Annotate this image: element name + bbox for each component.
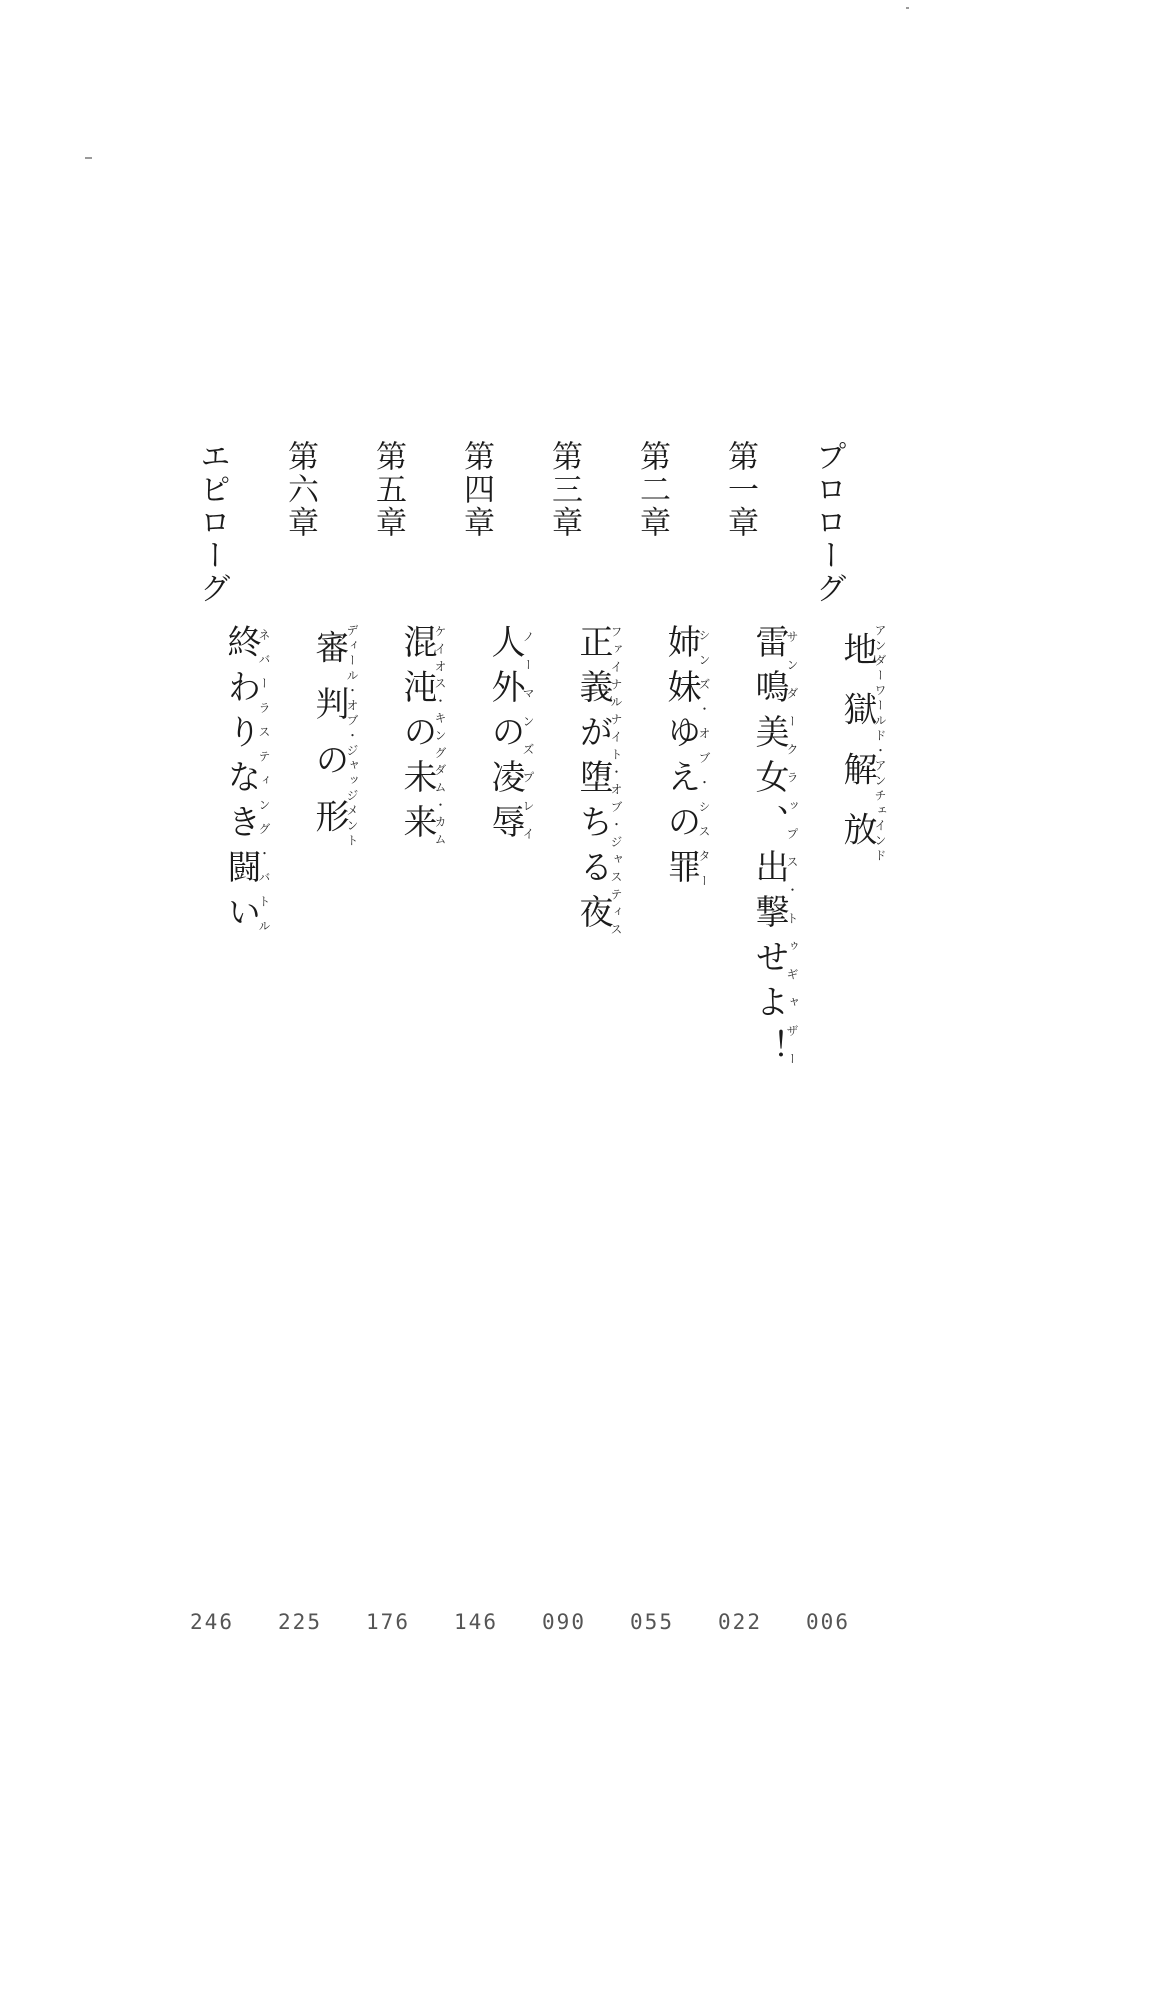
title-text: 姉妹ゆえの罪 [661,624,701,894]
chapter-title [458,624,534,849]
title-ruby: アンダーワールド・アンチェインド [873,624,887,864]
page-number: 022 [718,1610,762,1634]
chapter-label: プロローグ [810,440,846,605]
page-number: 225 [278,1610,322,1634]
title-ruby: サンダークラップス・トゥギャザー [785,624,799,1074]
page-number: 006 [806,1610,850,1634]
title-ruby: ネバーラスティング・バトル [257,624,271,939]
toc-entry-prologue[interactable] [806,440,887,1670]
title-text: 正義が堕ちる夜 [573,624,613,939]
chapter-title [194,624,270,939]
toc-entry-chapter-4[interactable] [454,440,535,1670]
toc-entry-chapter-6[interactable] [278,440,359,1670]
page-number: 246 [190,1610,234,1634]
chapter-title [546,624,622,939]
chapter-label: 第六章 [282,440,318,539]
page-number: 055 [630,1610,674,1634]
page-number: 176 [366,1610,410,1634]
page-number: 090 [542,1610,586,1634]
toc-entry-chapter-1[interactable] [718,440,799,1670]
toc-entry-chapter-3[interactable] [542,440,623,1670]
title-text: 混沌の未来 [397,624,437,849]
chapter-title [634,624,710,894]
chapter-label: 第一章 [722,440,758,539]
title-text: 雷鳴美女、出撃せよ！ [749,624,789,1074]
title-ruby: シンズ・オブ・シスター [697,624,711,894]
chapter-title [722,624,798,1074]
toc-entry-epilogue[interactable] [190,440,271,1670]
title-text: 審判の形 [309,624,349,849]
toc-entry-chapter-2[interactable] [630,440,711,1670]
chapter-label: エピローグ [194,440,230,605]
chapter-label: 第四章 [458,440,494,539]
title-ruby: ディール・オブ・ジャッジメント [345,624,359,849]
chapter-title [810,624,886,864]
chapter-label: 第三章 [546,440,582,539]
title-ruby: ケイオス・キングダム・カム [433,624,447,849]
toc-entry-chapter-5[interactable] [366,440,447,1670]
title-ruby: ファイナルナイト・オブ・ジャスティス [609,624,623,939]
chapter-label: 第二章 [634,440,670,539]
title-text: 終わりなき闘い [221,624,261,939]
chapter-title [370,624,446,849]
chapter-title [282,624,358,849]
title-text: 地獄解放 [837,624,877,864]
page-number: 146 [454,1610,498,1634]
chapter-label: 第五章 [370,440,406,539]
title-ruby: ノーマンズプレイ [521,624,535,849]
title-text: 人外の凌辱 [485,624,525,849]
